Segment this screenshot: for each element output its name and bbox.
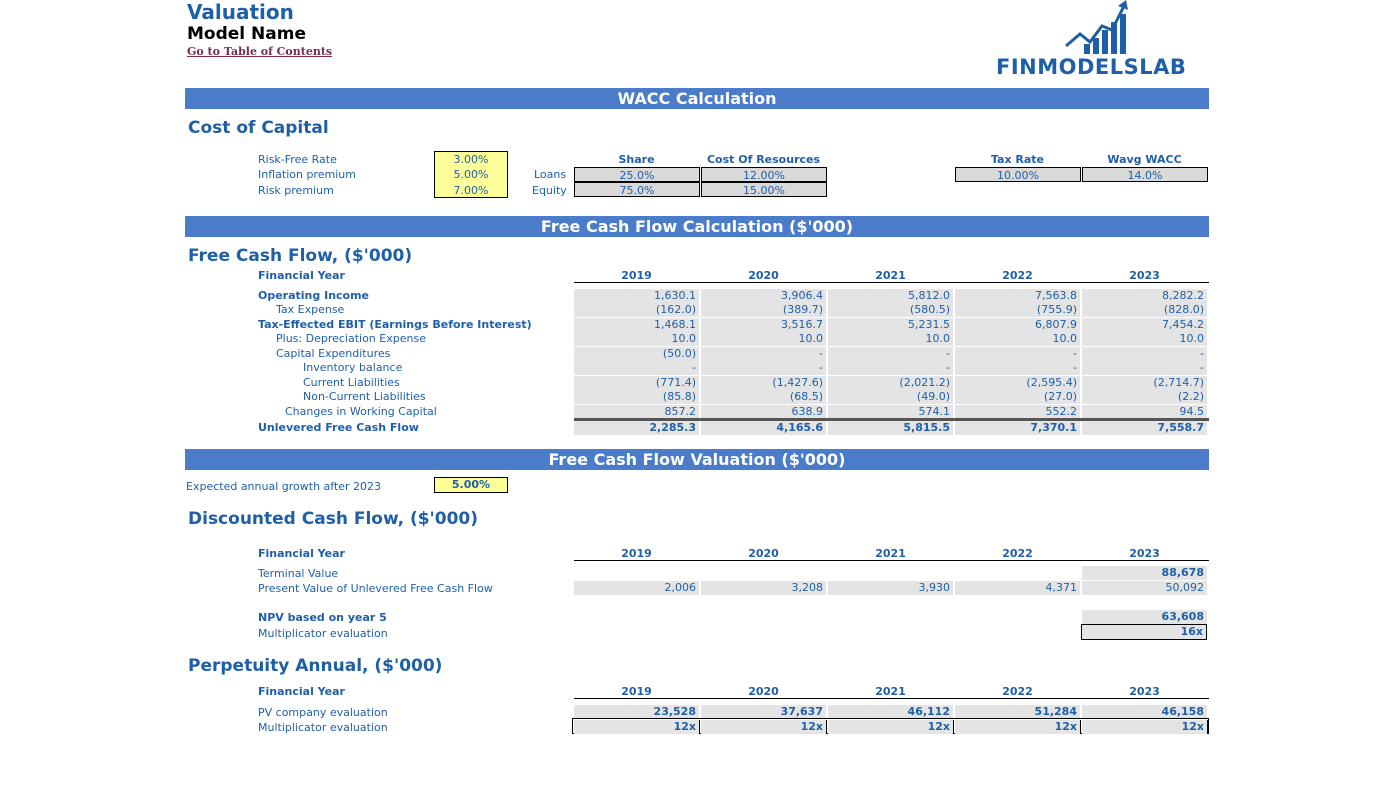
logo-text: FINMODELSLAB (996, 55, 1187, 79)
year-header: 2019 (621, 685, 652, 698)
wavg-wacc-header: Wavg WACC (1107, 153, 1182, 166)
fcf-cell: 5,812.0 (828, 289, 954, 303)
fcf-cell: 8,282.2 (1082, 289, 1208, 303)
fcf-cell: - (1082, 347, 1208, 361)
perpetuity-multiplicator-cell: 12x (1082, 720, 1208, 734)
fcf-cell: (2,595.4) (955, 376, 1081, 390)
fcf-cell: (85.8) (574, 390, 700, 404)
fcf-cell: (27.0) (955, 390, 1081, 404)
model-name: Model Name (187, 24, 306, 44)
equity-cost: 15.00% (701, 182, 827, 197)
fcf-cell: - (828, 347, 954, 361)
fcf-cell: 3,906.4 (701, 289, 827, 303)
dcf-pv-cell: 3,208 (701, 581, 827, 595)
risk-free-rate-input[interactable]: 3.00% (453, 153, 489, 166)
inflation-premium-label: Inflation premium (258, 168, 356, 181)
fcf-cell: - (1082, 361, 1208, 375)
fcf-cell: 4,165.6 (701, 421, 827, 435)
tax-rate-header: Tax Rate (990, 153, 1045, 166)
year-header: 2022 (1002, 269, 1033, 282)
fcf-row-label: Tax Expense (276, 303, 345, 316)
fcf-cell: 7,370.1 (955, 421, 1081, 435)
wavg-wacc-value: 14.0% (1082, 167, 1208, 182)
fcf-row-label: Inventory balance (303, 361, 403, 374)
equity-share: 75.0% (574, 182, 700, 197)
fcf-cell: 638.9 (701, 405, 827, 419)
year-header: 2020 (748, 269, 779, 282)
fcf-row-label: Unlevered Free Cash Flow (258, 421, 419, 434)
dcf-multiplicator-value: 16x (1081, 624, 1207, 640)
perpetuity-financial-year-label: Financial Year (258, 685, 345, 698)
fcf-cell: (828.0) (1082, 303, 1208, 317)
risk-free-rate-label: Risk-Free Rate (258, 153, 337, 166)
cost-of-capital-title: Cost of Capital (188, 118, 329, 138)
terminal-value: 88,678 (1082, 566, 1208, 580)
perpetuity-multiplicator-cell: 12x (828, 720, 954, 734)
fcf-cell: 5,231.5 (828, 318, 954, 332)
year-header: 2020 (748, 685, 779, 698)
fcf-cell: 6,807.9 (955, 318, 1081, 332)
fcf-row-label: Capital Expenditures (276, 347, 391, 360)
fcf-section-title: Free Cash Flow, ($'000) (188, 246, 413, 266)
year-header: 2021 (875, 547, 906, 560)
perpetuity-pv-cell: 37,637 (701, 705, 827, 719)
share-header: Share (618, 153, 655, 166)
fcf-cell: 10.0 (574, 332, 700, 346)
fcf-cell: 1,468.1 (574, 318, 700, 332)
perpetuity-multiplicator-cell: 12x (701, 720, 827, 734)
terminal-value-label: Terminal Value (258, 567, 339, 580)
year-header: 2021 (875, 685, 906, 698)
dcf-section-title: Discounted Cash Flow, ($'000) (188, 509, 479, 529)
fcf-cell: 5,815.5 (828, 421, 954, 435)
fcf-cell: - (828, 361, 954, 375)
fcf-cell: (755.9) (955, 303, 1081, 317)
fcf-cell: 574.1 (828, 405, 954, 419)
fcf-cell: 7,558.7 (1082, 421, 1208, 435)
perpetuity-header-rule (574, 698, 1209, 699)
year-header: 2019 (621, 269, 652, 282)
fcf-cell: (49.0) (828, 390, 954, 404)
pv-company-evaluation-label: PV company evaluation (258, 706, 388, 719)
fcf-cell: - (701, 347, 827, 361)
risk-premium-input[interactable]: 7.00% (453, 184, 489, 197)
fcf-cell: (68.5) (701, 390, 827, 404)
fcf-financial-year-label: Financial Year (258, 269, 345, 282)
table-of-contents-link[interactable]: Go to Table of Contents (187, 45, 333, 58)
fcf-row-label: Plus: Depreciation Expense (276, 332, 426, 345)
cost-of-resources-header: Cost Of Resources (706, 153, 821, 166)
fcf-row-label: Tax-Effected EBIT (Earnings Before Interest) (258, 318, 532, 331)
wacc-banner: WACC Calculation (185, 88, 1209, 109)
inflation-premium-input[interactable]: 5.00% (453, 168, 489, 181)
fcf-cell: (162.0) (574, 303, 700, 317)
fcf-cell: 10.0 (701, 332, 827, 346)
year-header: 2022 (1002, 547, 1033, 560)
pv-unlevered-label: Present Value of Unlevered Free Cash Flow (258, 582, 493, 595)
fcf-cell: (580.5) (828, 303, 954, 317)
equity-label: Equity (532, 184, 567, 197)
dcf-pv-cell: 50,092 (1082, 581, 1208, 595)
fcf-cell: 857.2 (574, 405, 700, 419)
fcf-cell: - (955, 361, 1081, 375)
fcf-cell: 3,516.7 (701, 318, 827, 332)
year-header: 2019 (621, 547, 652, 560)
loans-label: Loans (534, 168, 567, 181)
fcf-cell: 10.0 (1082, 332, 1208, 346)
perpetuity-pv-cell: 46,158 (1082, 705, 1208, 719)
fcf-row-label: Current Liabilities (303, 376, 400, 389)
fcf-cell: (389.7) (701, 303, 827, 317)
perpetuity-pv-cell: 46,112 (828, 705, 954, 719)
fcf-header-rule (574, 282, 1209, 283)
valuation-banner: Free Cash Flow Valuation ($'000) (185, 449, 1209, 470)
fcf-cell: - (955, 347, 1081, 361)
fcf-cell: 1,630.1 (574, 289, 700, 303)
fcf-cell: (2.2) (1082, 390, 1208, 404)
year-header: 2023 (1129, 269, 1160, 282)
perpetuity-pv-cell: 51,284 (955, 705, 1081, 719)
fcf-row-label: Non-Current Liabilities (303, 390, 426, 403)
fcf-cell: 7,563.8 (955, 289, 1081, 303)
year-header: 2022 (1002, 685, 1033, 698)
npv-value: 63,608 (1082, 610, 1208, 624)
fcf-cell: 94.5 (1082, 405, 1208, 419)
perpetuity-pv-cell: 23,528 (574, 705, 700, 719)
fcf-cell: 7,454.2 (1082, 318, 1208, 332)
perpetuity-section-title: Perpetuity Annual, ($'000) (188, 656, 443, 676)
fcf-cell: (2,021.2) (828, 376, 954, 390)
dcf-financial-year-label: Financial Year (258, 547, 345, 560)
perpetuity-multiplicator-label: Multiplicator evaluation (258, 721, 388, 734)
fcf-cell: 10.0 (955, 332, 1081, 346)
fcf-cell: 552.2 (955, 405, 1081, 419)
loans-share: 25.0% (574, 167, 700, 182)
dcf-pv-cell: 4,371 (955, 581, 1081, 595)
fcf-row-label: Changes in Working Capital (285, 405, 437, 418)
tax-rate-value: 10.00% (955, 167, 1081, 182)
dcf-multiplicator-label: Multiplicator evaluation (258, 627, 388, 640)
dcf-pv-cell: 3,930 (828, 581, 954, 595)
growth-input[interactable]: 5.00% (434, 477, 508, 493)
year-header: 2021 (875, 269, 906, 282)
chart-arrow-logo-icon (996, 0, 1210, 56)
fcf-cell: (1,427.6) (701, 376, 827, 390)
year-header: 2023 (1129, 547, 1160, 560)
fcf-cell: 10.0 (828, 332, 954, 346)
fcf-cell: - (574, 361, 700, 375)
perpetuity-multiplicator-cell: 12x (955, 720, 1081, 734)
npv-label: NPV based on year 5 (258, 611, 387, 624)
fcf-cell: - (701, 361, 827, 375)
year-header: 2020 (748, 547, 779, 560)
year-header: 2023 (1129, 685, 1160, 698)
perpetuity-multiplicator-cell: 12x (574, 720, 700, 734)
fcf-cell: (2,714.7) (1082, 376, 1208, 390)
fcf-cell: (50.0) (574, 347, 700, 361)
loans-cost: 12.00% (701, 167, 827, 182)
risk-premium-label: Risk premium (258, 184, 334, 197)
finmodelslab-logo (996, 0, 1210, 80)
fcf-banner: Free Cash Flow Calculation ($'000) (185, 216, 1209, 237)
dcf-header-rule (574, 560, 1209, 561)
fcf-cell: (771.4) (574, 376, 700, 390)
fcf-row-label: Operating Income (258, 289, 370, 302)
dcf-pv-cell: 2,006 (574, 581, 700, 595)
fcf-total-rule (574, 418, 1209, 421)
growth-label: Expected annual growth after 2023 (186, 480, 382, 493)
page-title: Valuation (187, 0, 294, 24)
fcf-cell: 2,285.3 (574, 421, 700, 435)
